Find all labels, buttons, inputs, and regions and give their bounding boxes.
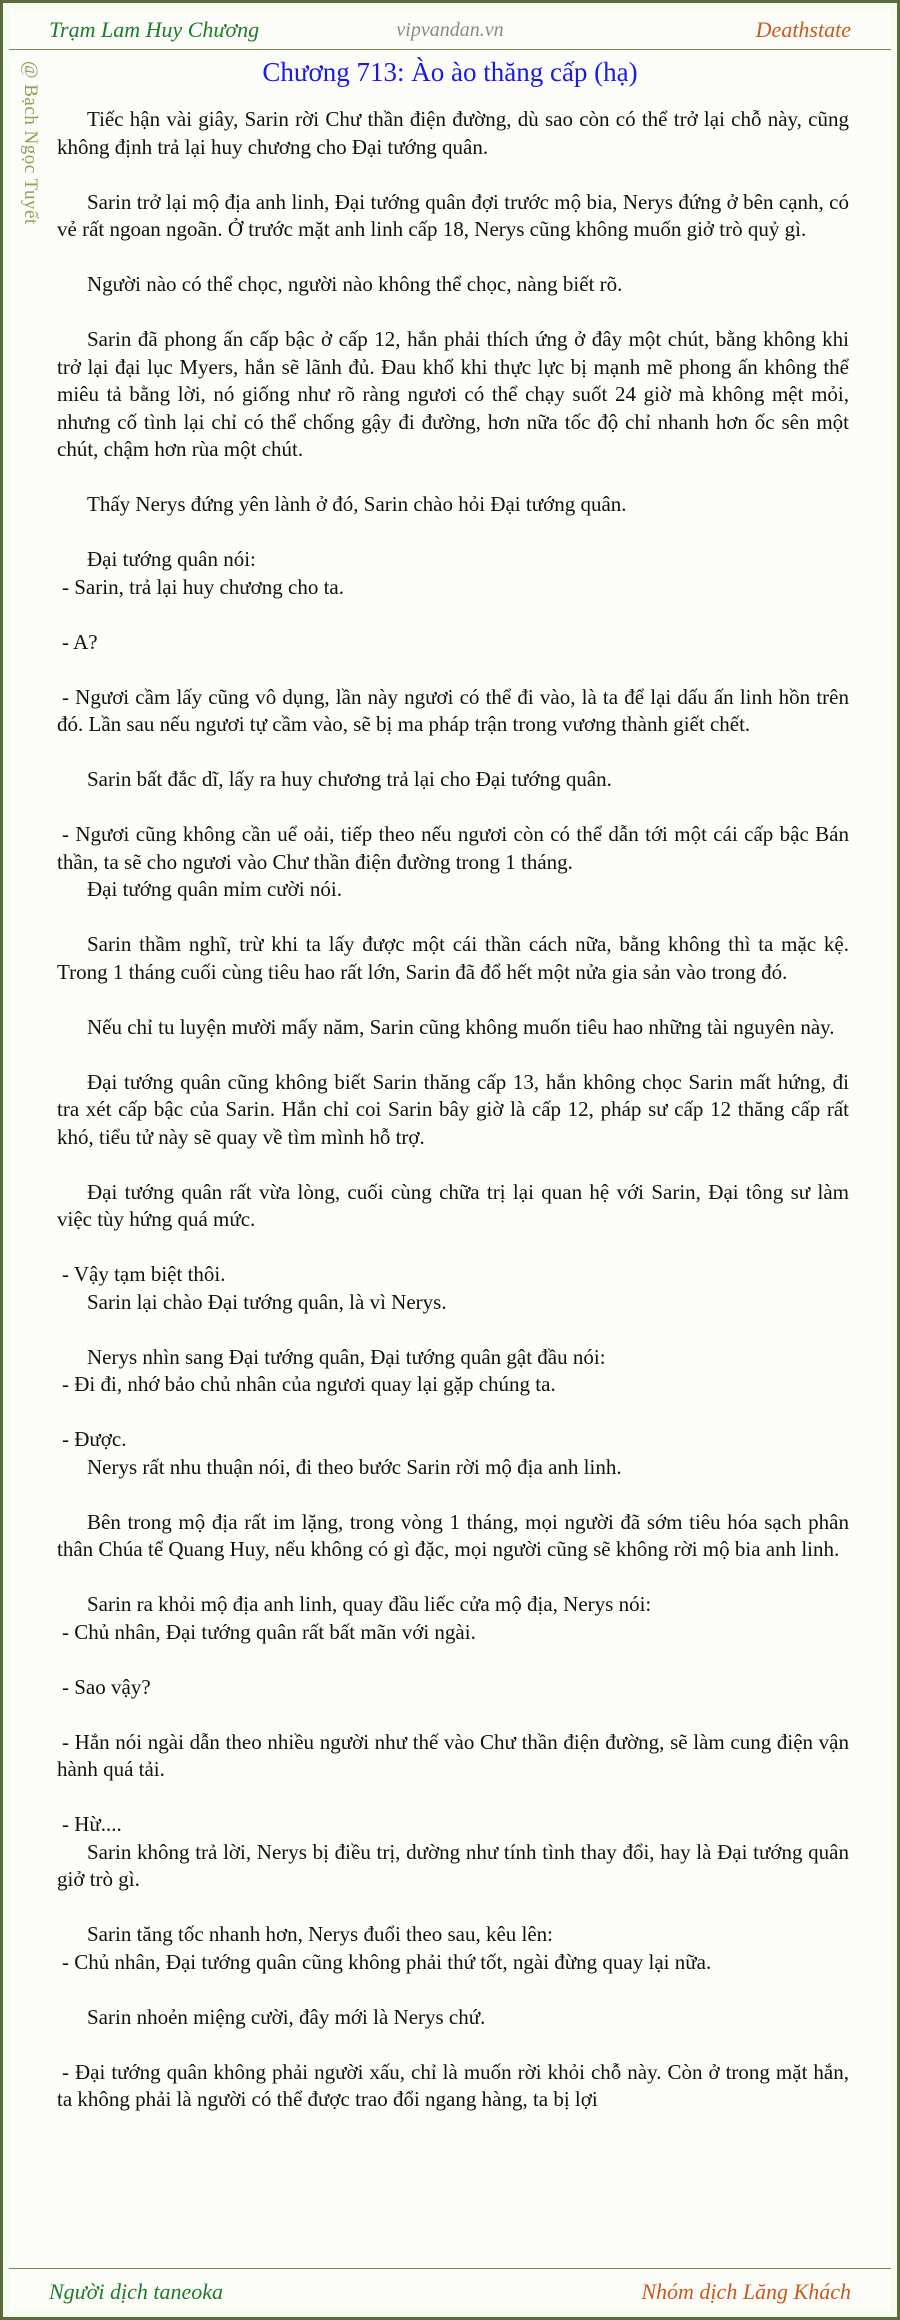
page-footer — [9, 2268, 891, 2311]
header-website: vipvandan.vn — [396, 19, 504, 41]
paragraph: Nếu chỉ tu luyện mười mấy năm, Sarin cũng không muốn tiêu hao những tài nguyên này. — [87, 1014, 835, 1039]
paragraph: - Vậy tạm biệt thôi. — [62, 1262, 226, 1286]
paragraph: Nerys nhìn sang Đại tướng quân, Đại tướng quân gật đầu nói: — [87, 1344, 606, 1369]
paragraph: - Sao vậy? — [62, 1674, 151, 1699]
chapter-title: Chương 713: Ào ào thăng cấp (hạ) — [262, 57, 638, 87]
footer-group: Nhóm dịch Lăng Khách — [641, 2279, 851, 2304]
paragraph: Đại tướng quân rất vừa lòng, cuối cùng chữa trị lại quan hệ với Sarin, Đại tông sư làm việc tùy hứng quá mức. — [57, 1179, 849, 1231]
paragraph: - Sarin, trả lại huy chương cho ta. — [62, 574, 344, 599]
paragraph: Thấy Nerys đứng yên lành ở đó, Sarin chào hỏi Đại tướng quân. — [87, 492, 627, 516]
paragraph: - Ngươi cũng không cần uể oải, tiếp theo nếu ngươi còn có thể dẫn tới một cái cấp bậc Bán thần, ta sẽ cho ngươi vào Chư thần điện đường trong 1 tháng. — [57, 822, 849, 874]
paragraph: Sarin lại chào Đại tướng quân, là vì Nerys. — [87, 1289, 447, 1314]
paragraph: Người nào có thể chọc, người nào không thể chọc, nàng biết rõ. — [87, 272, 623, 296]
paragraph: - Hắn nói ngài dẫn theo nhiều người như thế vào Chư thần điện đường, sẽ làm cung điện vận hành quá tải. — [57, 1729, 849, 1781]
paragraph: - Đi đi, nhớ bảo chủ nhân của ngươi quay lại gặp chúng ta. — [62, 1372, 556, 1396]
paragraph: Tiếc hận vài giây, Sarin rời Chư thần điện đường, dù sao còn có thể trở lại chỗ này, cũng không định trả lại huy chương cho Đại tướng quân. — [57, 107, 849, 159]
paragraph: - Hừ.... — [62, 1812, 122, 1836]
paragraph: Đại tướng quân cũng không biết Sarin thăng cấp 13, hắn không chọc Sarin mất hứng, đi tra xét cấp bậc của Sarin. Hắn chỉ coi Sarin bây giờ là cấp 12, pháp sư cấp 12 thăng cấp rất khó, tiểu tử này sẽ quay về tìm mình hỗ trợ. — [57, 1069, 849, 1149]
paragraph: Đại tướng quân mỉm cười nói. — [87, 877, 342, 901]
paragraph: - Được. — [62, 1427, 127, 1451]
header-author: Deathstate — [755, 17, 851, 42]
chapter-body — [57, 106, 849, 2114]
header-book-title: Trạm Lam Huy Chương — [49, 17, 260, 42]
paragraph: Sarin trở lại mộ địa anh linh, Đại tướng quân đợi trước mộ bia, Nerys đứng ở bên cạnh, có vẻ rất ngoan ngoãn. Ở trước mặt anh linh cấp 18, Nerys cũng không muốn giở trò quỷ gì. — [57, 189, 849, 241]
paragraph: Bên trong mộ địa rất im lặng, trong vòng 1 tháng, mọi người đã sớm tiêu hóa sạch phân thân Chúa tể Quang Huy, nếu không có gì đặc, mọi người cũng sẽ không rời mộ bia anh linh. — [57, 1509, 849, 1561]
paragraph: Sarin ra khỏi mộ địa anh linh, quay đầu liếc cửa mộ địa, Nerys nói: — [87, 1592, 652, 1616]
paragraph: Đại tướng quân nói: — [87, 547, 256, 571]
paragraph: Sarin nhoẻn miệng cười, đây mới là Nerys chứ. — [87, 2004, 486, 2029]
footer-translator: Người dịch taneoka — [49, 2279, 224, 2304]
paragraph: - A? — [62, 629, 98, 654]
paragraph: Sarin không trả lời, Nerys bị điều trị, dường như tính tình thay đổi, hay là Đại tướng quân giở trò gì. — [57, 1839, 849, 1891]
page-inner — [9, 9, 891, 2311]
paragraph: Sarin tăng tốc nhanh hơn, Nerys đuổi theo sau, kêu lên: — [87, 1922, 554, 1946]
paragraph: Sarin bất đắc dĩ, lấy ra huy chương trả lại cho Đại tướng quân. — [87, 767, 612, 791]
paragraph: Sarin đã phong ấn cấp bậc ở cấp 12, hắn phải thích ứng ở đây một chút, bằng không khi trở lại đại lục Myers, hắn sẽ lãnh đủ. Đau khổ khi thực lực bị mạnh mẽ phong ấn không thể miêu tả bằng lời, nó giống như rõ ràng ngươi có thể chạy suốt 24 giờ mà không mệt mỏi, nhưng cố tình lại chỉ có thể chống gậy đi đường, hơn nữa tốc độ chỉ nhanh hơn ốc sên một chút, chậm hơn rùa một chút. — [57, 327, 849, 461]
paragraph: - Đại tướng quân không phải người xấu, chỉ là muốn rời khỏi chỗ này. Còn ở trong mặt hắn, ta không phải là người có thể được trao đổi ngang hàng, ta bị lợi — [57, 2059, 849, 2111]
paragraph: Sarin thầm nghĩ, trừ khi ta lấy được một cái thần cách nữa, bằng không thì ta mặc kệ. Trong 1 tháng cuối cùng tiêu hao rất lớn, Sarin đã đổ hết một nửa gia sản vào trong đó. — [57, 932, 849, 984]
paragraph: - Ngươi cầm lấy cũng vô dụng, lần này ngươi có thể đi vào, là ta để lại dấu ấn linh hồn trên đó. Lần sau nếu ngươi tự cầm vào, sẽ bị ma pháp trận trong vương thành giết chết. — [57, 684, 849, 736]
paragraph: - Chủ nhân, Đại tướng quân cũng không phải thứ tốt, ngài đừng quay lại nữa. — [62, 1949, 712, 1974]
paragraph: - Chủ nhân, Đại tướng quân rất bất mãn với ngài. — [62, 1619, 476, 1644]
page-header — [9, 9, 891, 50]
paragraph: Nerys rất nhu thuận nói, đi theo bước Sarin rời mộ địa anh linh. — [87, 1454, 622, 1479]
side-credit: @ Bạch Ngọc Tuyết — [20, 61, 41, 225]
